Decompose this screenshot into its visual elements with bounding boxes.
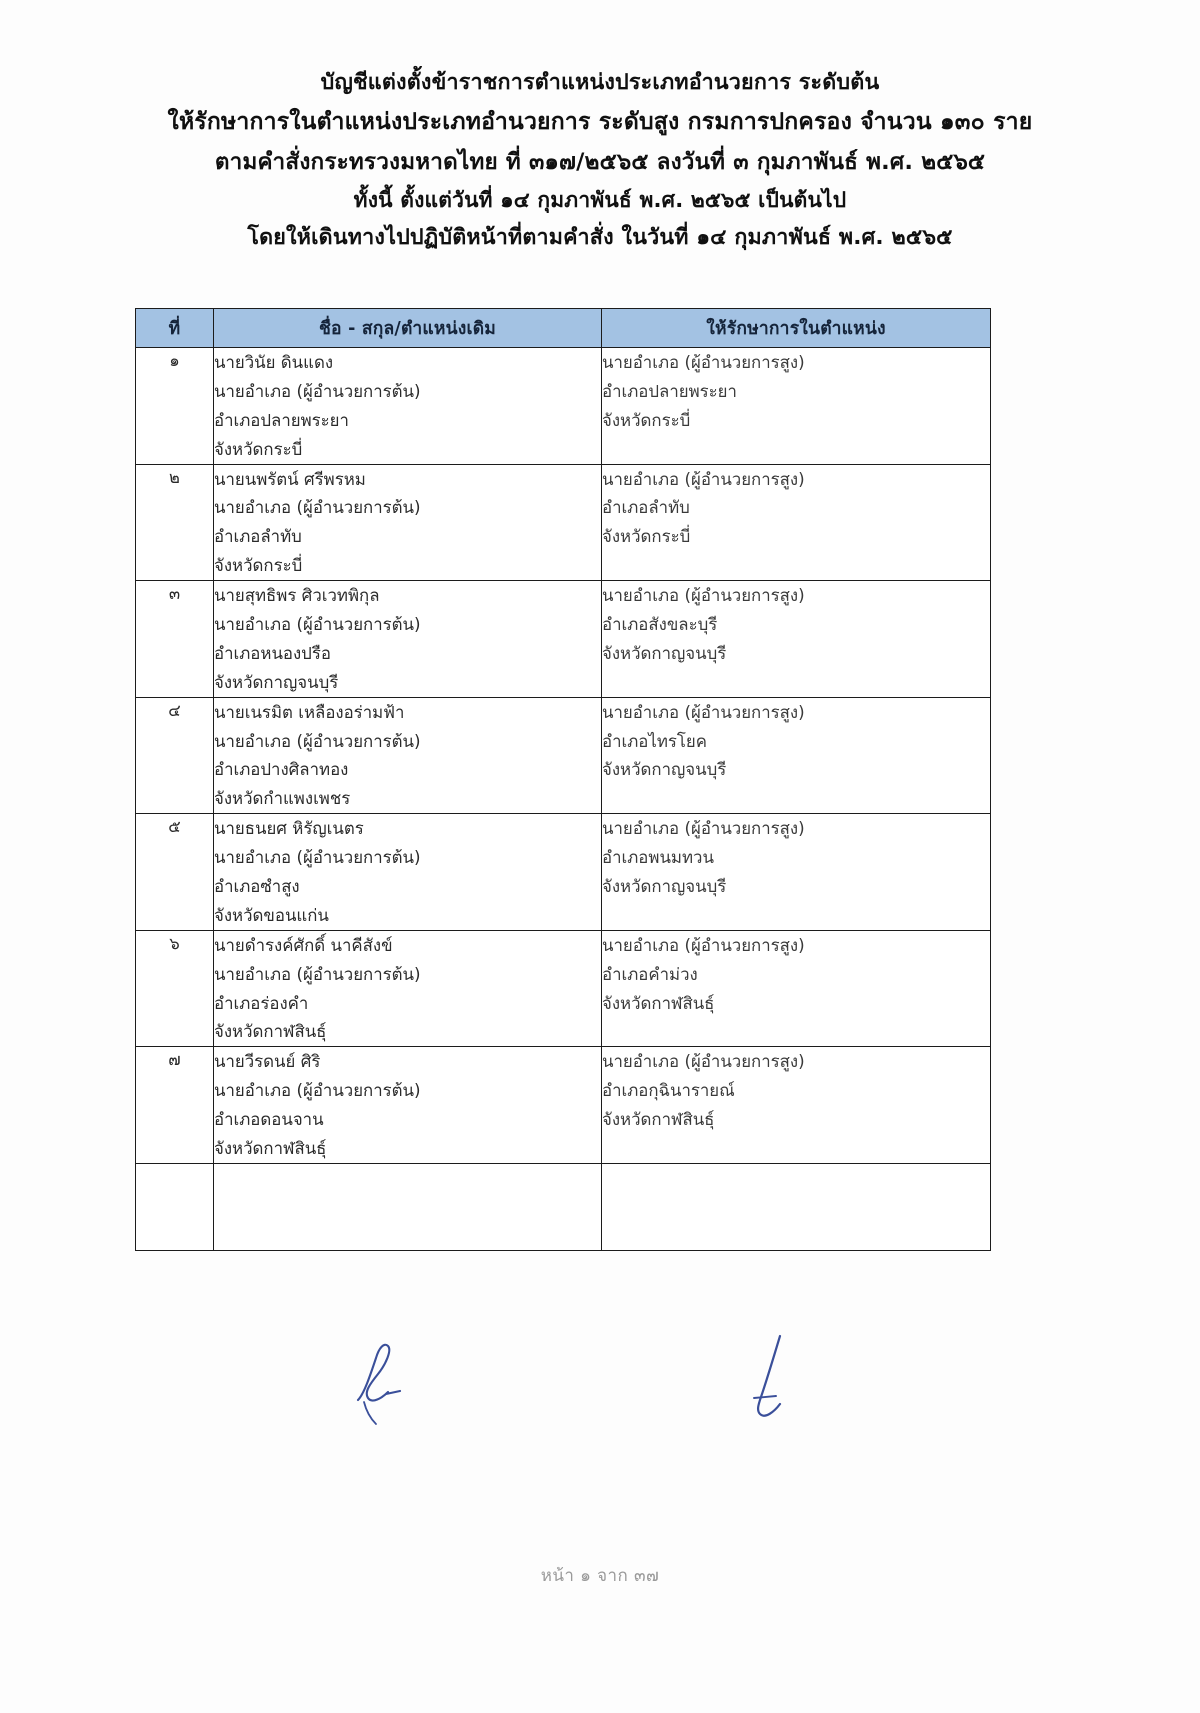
new-position-line: จังหวัดกาฬสินธุ์ [602,992,715,1013]
cell-new-position [602,697,991,814]
officer-name: นายดำรงค์ศักดิ์ นาคีสังข์ [214,934,393,955]
old-position-line: จังหวัดกระบี่ [214,438,303,459]
new-position-line: นายอำเภอ (ผู้อำนวยการสูง) [602,701,805,722]
cell-old-position [214,348,602,465]
table-row [136,930,991,1047]
heading-line-2: ให้รักษาการในตำแหน่งประเภทอำนวยการ ระดับสูง กรมการปกครอง จำนวน ๑๓๐ ราย [167,108,1033,135]
signature-cell [214,1163,602,1250]
new-position-line: นายอำเภอ (ผู้อำนวยการสูง) [602,818,805,839]
table-row [136,348,991,465]
signature-row [136,1163,991,1250]
new-position-line: นายอำเภอ (ผู้อำนวยการสูง) [602,934,805,955]
cell-new-position [602,814,991,931]
officer-name: นายเนรมิต เหลืองอร่ามฟ้า [214,701,405,722]
old-position-line: จังหวัดกระบี่ [214,555,303,576]
old-position-line: นายอำเภอ (ผู้อำนวยการต้น) [214,730,421,751]
row-number: ๔ [136,697,214,814]
old-position-line: จังหวัดกาญจนบุรี [214,671,339,692]
old-position-line: อำเภอหนองปรือ [214,642,331,663]
heading-line-1: บัญชีแต่งตั้งข้าราชการตำแหน่งประเภทอำนวยการ ระดับต้น [320,70,880,95]
old-position-line: นายอำเภอ (ผู้อำนวยการต้น) [214,497,421,518]
old-position-line: อำเภอลำทับ [214,526,302,547]
new-position-line: อำเภอไทรโยค [602,730,707,751]
new-position-line: อำเภอกุฉินารายณ์ [602,1080,735,1101]
heading-line-3: ตามคำสั่งกระทรวงมหาดไทย ที่ ๓๑๗/๒๕๖๕ ลงวันที่ ๓ กุมภาพันธ์ พ.ศ. ๒๕๖๕ [214,148,986,175]
table-row [136,1047,991,1164]
old-position-line: นายอำเภอ (ผู้อำนวยการต้น) [214,380,421,401]
officer-name: นายธนยศ หิรัญเนตร [214,818,364,839]
old-position-line: จังหวัดขอนแก่น [214,904,329,925]
old-position-line: จังหวัดกาฬสินธุ์ [214,1021,327,1042]
new-position-line: นายอำเภอ (ผู้อำนวยการสูง) [602,585,805,606]
page-footer: หน้า ๑ จาก ๓๗ [540,1566,660,1586]
old-position-line: อำเภอร่องคำ [214,992,309,1013]
old-position-line: จังหวัดกาฬสินธุ์ [214,1138,327,1159]
row-number: ๓ [136,581,214,698]
table-header [136,309,991,348]
new-position-line: อำเภอสังขละบุรี [602,614,718,635]
signature-left [352,1336,422,1426]
new-position-line: จังหวัดกระบี่ [602,526,691,547]
table-row [136,464,991,581]
old-position-line: อำเภอซำสูง [214,876,300,897]
officer-name: นายวินัย ดินแดง [214,352,334,372]
row-number: ๗ [136,1047,214,1164]
heading-line-4: ทั้งนี้ ตั้งแต่วันที่ ๑๔ กุมภาพันธ์ พ.ศ. ๒๕๖๕ เป็นต้นไป [353,188,847,212]
cell-old-position [214,930,602,1047]
new-position-line: อำเภอลำทับ [602,497,690,518]
cell-old-position [214,697,602,814]
old-position-line: อำเภอปลายพระยา [214,409,349,430]
cell-old-position [214,464,602,581]
cell-old-position [214,1047,602,1164]
old-position-line: อำเภอดอนจาน [214,1109,324,1130]
old-position-line: นายอำเภอ (ผู้อำนวยการต้น) [214,614,421,635]
officer-name: นายสุทธิพร ศิวเวทพิกุล [214,585,380,606]
row-number: ๒ [136,464,214,581]
cell-new-position [602,1047,991,1164]
column-header-new-position: ให้รักษาการในตำแหน่ง [602,309,991,348]
roster-table [135,308,991,1251]
new-position-line: อำเภอพนมทวน [602,847,714,868]
cell-new-position [602,930,991,1047]
column-header-no: ที่ [136,309,214,348]
new-position-line: จังหวัดกาญจนบุรี [602,642,727,663]
officer-name: นายนพรัตน์ ศรีพรหม [214,468,366,489]
new-position-line: นายอำเภอ (ผู้อำนวยการสูง) [602,468,805,489]
heading-line-5: โดยให้เดินทางไปปฏิบัติหน้าที่ตามคำสั่ง ในวันที่ ๑๔ กุมภาพันธ์ พ.ศ. ๒๕๖๕ [247,225,953,250]
signature-right [740,1330,810,1422]
new-position-line: อำเภอคำม่วง [602,963,698,984]
column-header-old-position: ชื่อ - สกุล/ตำแหน่งเดิม [214,309,602,348]
old-position-line: อำเภอปางศิลาทอง [214,759,349,780]
cell-old-position [214,814,602,931]
row-number: ๖ [136,930,214,1047]
new-position-line: จังหวัดกาญจนบุรี [602,759,727,780]
old-position-line: นายอำเภอ (ผู้อำนวยการต้น) [214,963,421,984]
cell-new-position [602,581,991,698]
row-number: ๕ [136,814,214,931]
new-position-line: จังหวัดกาฬสินธุ์ [602,1109,715,1130]
old-position-line: นายอำเภอ (ผู้อำนวยการต้น) [214,847,421,868]
officer-name: นายวีรดนย์ ศิริ [214,1051,321,1072]
new-position-line: อำเภอปลายพระยา [602,380,737,401]
roster-table-container [135,308,990,1251]
old-position-line: นายอำเภอ (ผู้อำนวยการต้น) [214,1080,421,1101]
document-heading [0,0,1200,249]
table-row [136,697,991,814]
old-position-line: จังหวัดกำแพงเพชร [214,788,351,809]
cell-new-position [602,348,991,465]
new-position-line: นายอำเภอ (ผู้อำนวยการสูง) [602,1051,805,1072]
table-body [136,348,991,1251]
new-position-line: จังหวัดกาญจนบุรี [602,876,727,897]
cell-old-position [214,581,602,698]
table-header-row [136,309,991,348]
new-position-line: จังหวัดกระบี่ [602,409,691,430]
signature-cell [602,1163,991,1250]
table-row [136,581,991,698]
new-position-line: นายอำเภอ (ผู้อำนวยการสูง) [602,352,805,372]
signature-cell [136,1163,214,1250]
row-number: ๑ [136,348,214,465]
cell-new-position [602,464,991,581]
table-row [136,814,991,931]
